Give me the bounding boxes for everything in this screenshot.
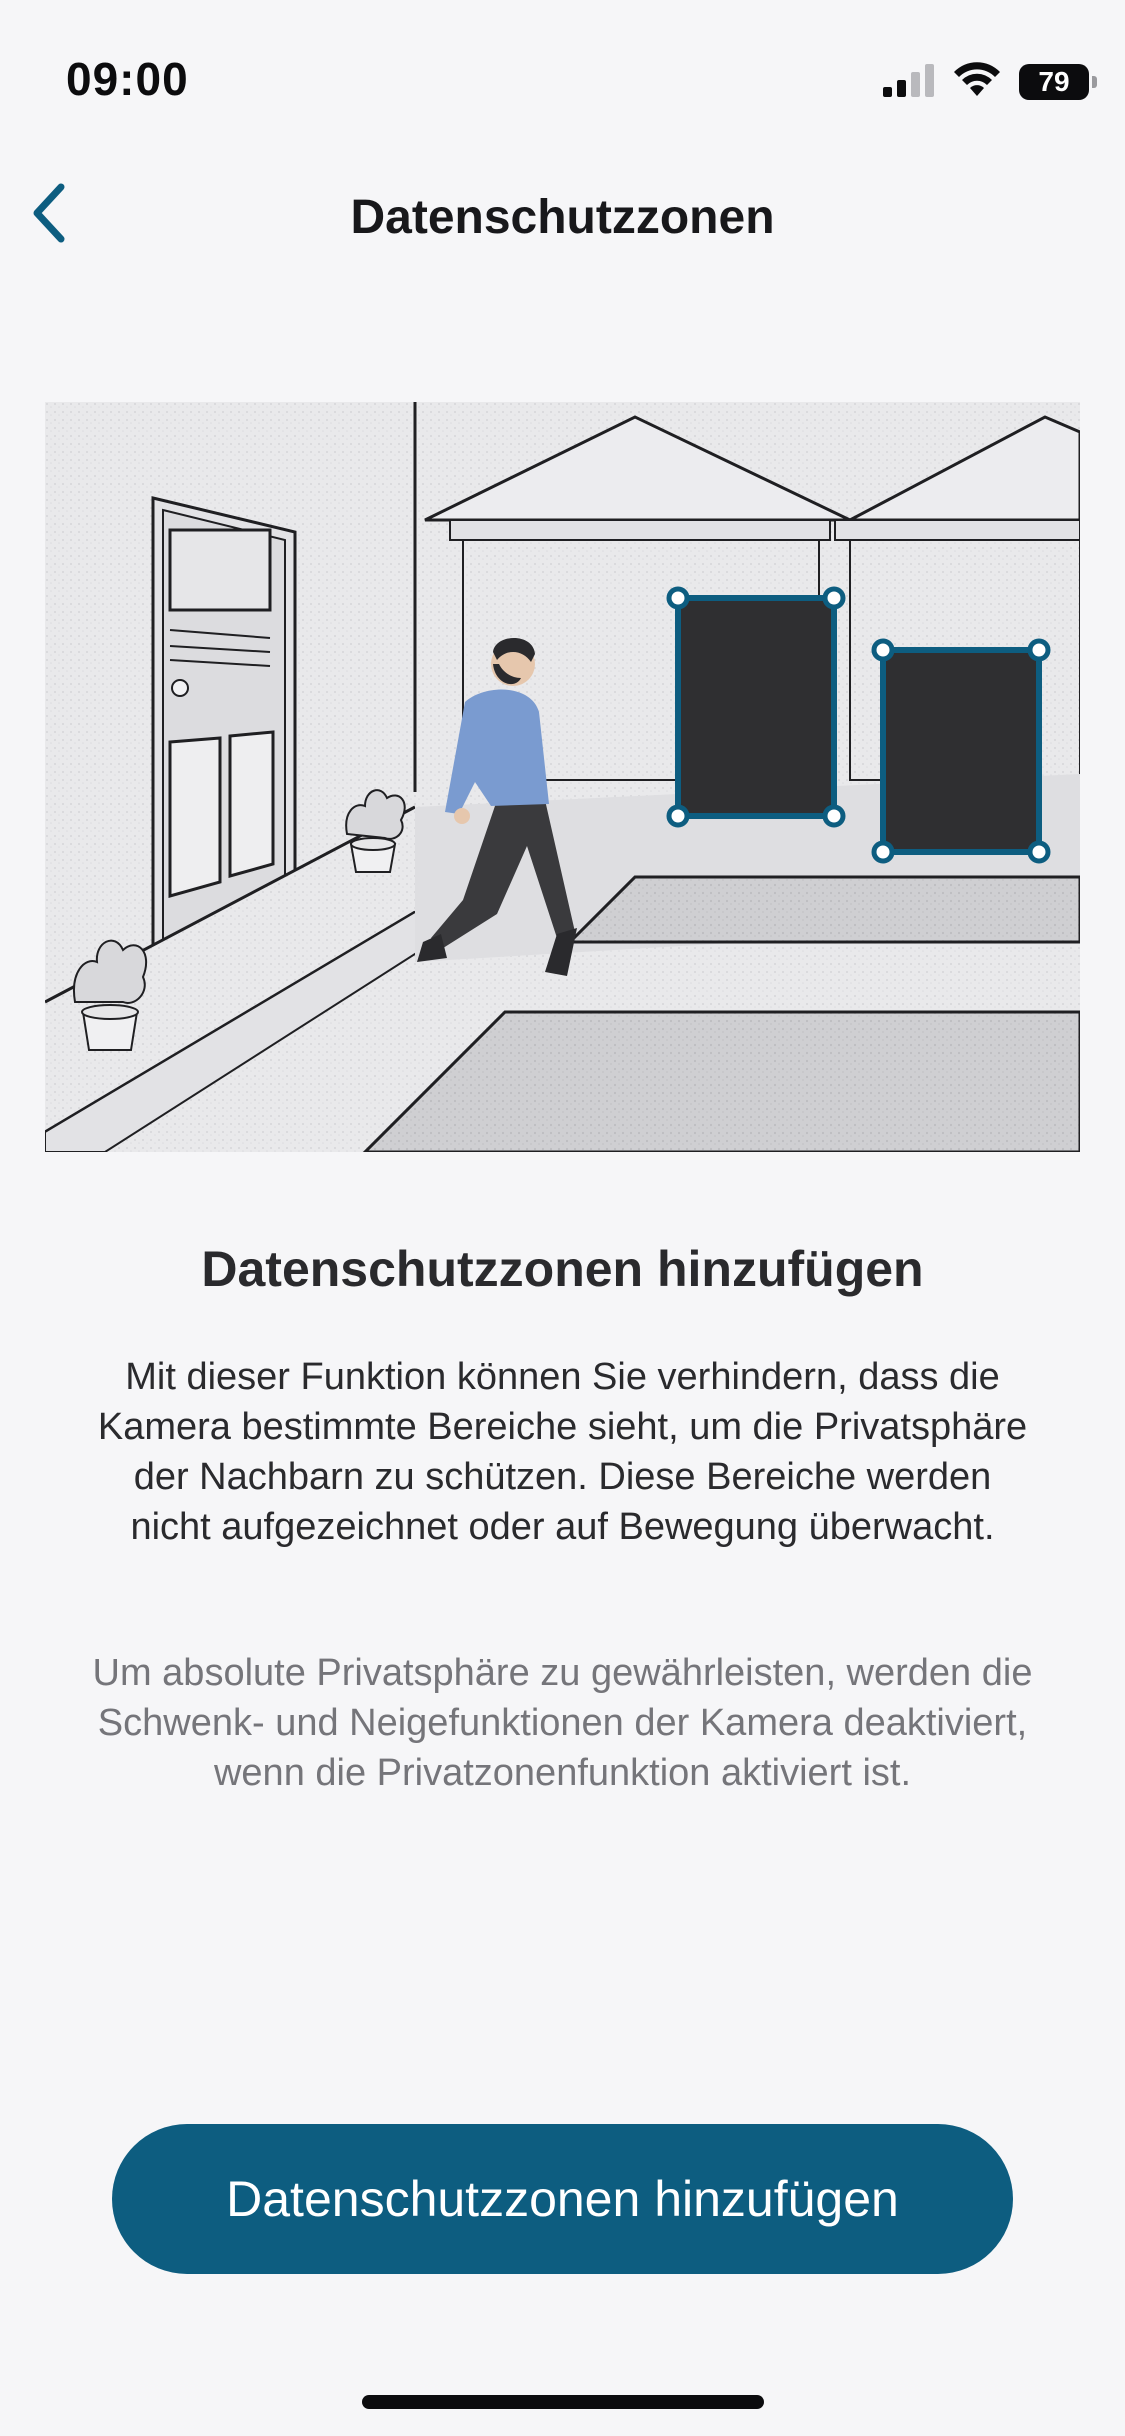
home-indicator[interactable]	[362, 2395, 764, 2409]
add-privacy-zones-button[interactable]: Datenschutzzonen hinzufügen	[112, 2124, 1013, 2274]
page-title: Datenschutzzonen	[350, 191, 775, 244]
privacy-zone-illustration	[45, 402, 1080, 1152]
feature-description: Mit dieser Funktion können Sie verhindern, dass die Kamera bestimmte Bereiche sieht, um die Privatsphäre der Nachbarn zu schützen. Diese Bereiche werden nicht aufgezeichnet oder auf Bewegung überwacht.	[97, 1356, 1028, 1548]
nav-bar	[0, 160, 1125, 270]
privacy-zone-mask-1	[669, 589, 843, 825]
privacy-zone-mask-2	[874, 641, 1048, 861]
status-time: 09:00	[66, 53, 189, 105]
status-bar	[0, 0, 1125, 140]
pan-tilt-note: Um absolute Privatsphäre zu gewährleisten, werden die Schwenk- und Neigefunktionen der Kamera deaktiviert, wenn die Privatzonenfunktion aktiviert ist.	[92, 1652, 1033, 1794]
wifi-icon	[953, 62, 1001, 103]
status-icons	[883, 60, 1089, 104]
battery-level: 79	[1038, 66, 1070, 97]
cellular-signal-icon	[883, 63, 935, 102]
section-heading: Datenschutzzonen hinzufügen	[201, 1241, 924, 1297]
battery-icon	[1019, 64, 1089, 100]
